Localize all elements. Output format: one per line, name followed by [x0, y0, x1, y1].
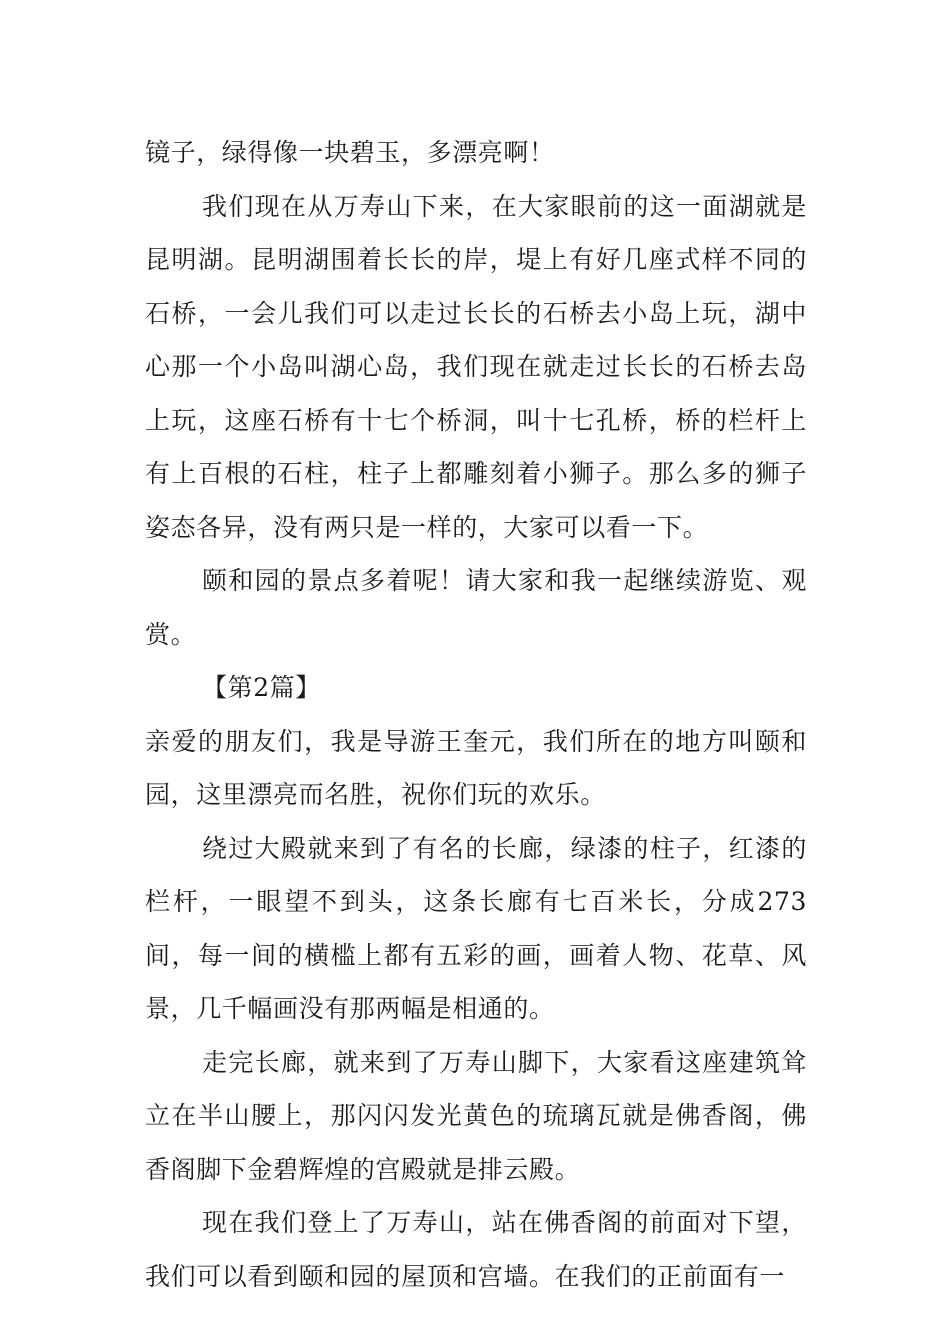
paragraph-continuation: 镜子，绿得像一块碧玉，多漂亮啊！	[145, 138, 555, 167]
section-heading: 【第2篇】	[202, 673, 321, 702]
paragraph-kunming-lake: 我们现在从万寿山下来，在大家眼前的这一面湖就是昆明湖。昆明湖围着长长的岸，堤上有好几座式样不同的石桥，一会儿我们可以走过长长的石桥去小岛上玩，湖中心那一个小岛叫湖心岛，我们现在就走过长长的石桥去岛上玩，这座石桥有十七个桥洞，叫十七孔桥，桥的栏杆上有上百根的石柱，柱子上都雕刻着小狮子。那么多的狮子姿态各异，没有两只是一样的，大家可以看一下。	[145, 191, 807, 542]
paragraph-greeting: 亲爱的朋友们，我是导游王奎元，我们所在的地方叫颐和园，这里漂亮而名胜，祝你们玩的欢乐。	[145, 726, 807, 809]
paragraph-continue-tour: 颐和园的景点多着呢！请大家和我一起继续游览、观赏。	[145, 566, 807, 649]
paragraph-foxiang-pavilion: 现在我们登上了万寿山，站在佛香阁的前面对下望，我们可以看到颐和园的屋顶和宫墙。在我们的正前面有一	[145, 1208, 807, 1291]
paragraph-wanshou-hill: 走完长廊，就来到了万寿山脚下，大家看这座建筑耸立在半山腰上，那闪闪发光黄色的琉璃瓦就是佛香阁，佛香阁脚下金碧辉煌的宫殿就是排云殿。	[145, 1047, 807, 1184]
document-page	[145, 126, 807, 1303]
paragraph-long-corridor: 绕过大殿就来到了有名的长廊，绿漆的柱子，红漆的栏杆，一眼望不到头，这条长廊有七百米长，分成273间，每一间的横槛上都有五彩的画，画着人物、花草、风景，几千幅画没有那两幅是相通的。	[145, 833, 807, 1023]
